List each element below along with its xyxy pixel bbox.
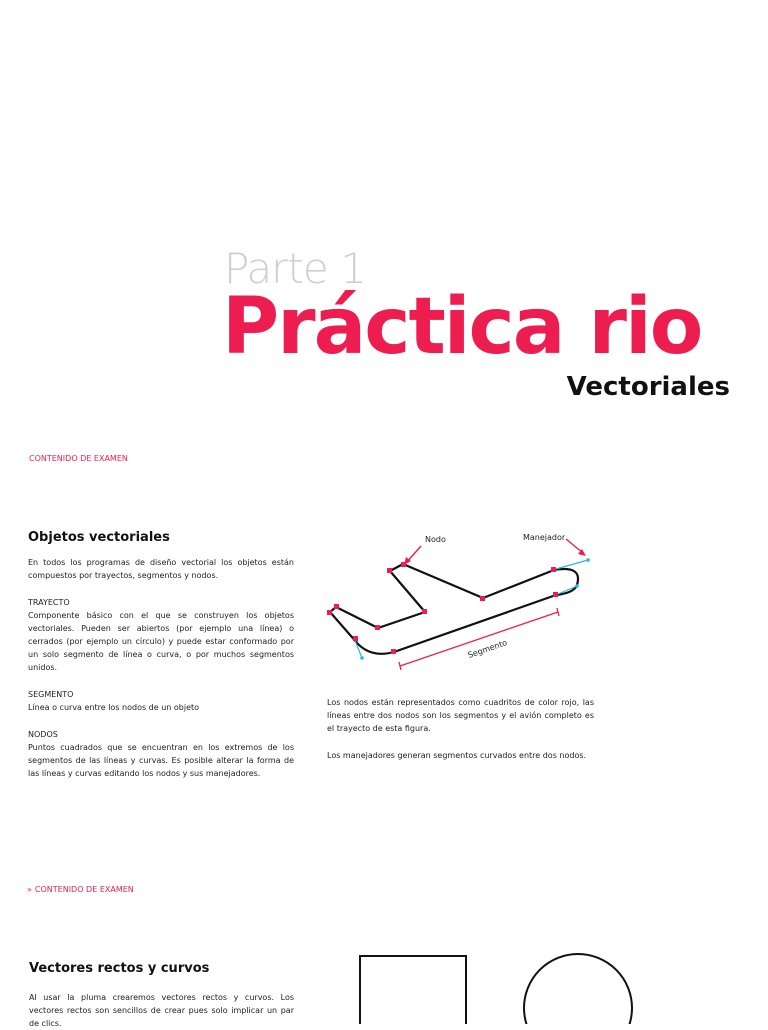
handle-lines bbox=[354, 560, 588, 658]
nodos-label: NODOS bbox=[28, 730, 58, 739]
section-heading-objetos: Objetos vectoriales bbox=[28, 530, 170, 545]
manejador-arrow bbox=[566, 539, 583, 553]
label-segmento: Segmento bbox=[466, 638, 509, 660]
double-chevron-icon: » bbox=[27, 885, 32, 894]
right-column-text bbox=[327, 696, 594, 776]
section-tag-2 bbox=[27, 885, 134, 894]
segmento-measure-line bbox=[400, 612, 558, 666]
page-title: Práctica rio bbox=[222, 282, 702, 372]
section-heading-vectores: Vectores rectos y curvos bbox=[29, 961, 210, 976]
section-tag: CONTENIDO DE EXAMEN bbox=[29, 454, 128, 463]
page-subtitle: Vectoriales bbox=[566, 372, 730, 402]
square-shape bbox=[360, 956, 466, 1024]
segmento-block bbox=[28, 688, 294, 714]
nodes-explanation: Los nodos están representados como cuadritos de color rojo, las líneas entre dos nodos son los segmentos y el avión completo es el trayecto de esta figura. bbox=[327, 698, 594, 733]
intro-paragraph: En todos los programas de diseño vectorial los objetos están compuestos por trayectos, segmentos y nodos. bbox=[28, 558, 294, 580]
segmento-text: Línea o curva entre los nodos de un objeto bbox=[28, 703, 200, 712]
nodos-text: Puntos cuadrados que se encuentran en los extremos de los segmentos de las líneas y curvas. Es posible alterar la forma de las líneas y curvas editando los nodos y sus manejadores. bbox=[28, 743, 294, 778]
left-column-text bbox=[28, 556, 294, 794]
airplane-vector-diagram bbox=[320, 525, 610, 675]
handle-points bbox=[360, 558, 590, 660]
section-tag-2-label: CONTENIDO DE EXAMEN bbox=[34, 885, 134, 894]
label-nodo: Nodo bbox=[425, 535, 446, 544]
vectores-paragraph: Al usar la pluma crearemos vectores rectos y curvos. Los vectores rectos son sencillos de crear pues solo implicar un par de clics. bbox=[29, 993, 294, 1028]
node-squares bbox=[327, 562, 558, 654]
trayecto-block bbox=[28, 596, 294, 674]
part-label: Parte 1 bbox=[224, 244, 366, 293]
label-manejador: Manejador bbox=[523, 533, 566, 542]
nodos-block bbox=[28, 728, 294, 780]
shape-examples bbox=[350, 945, 650, 1024]
airplane-path bbox=[330, 564, 578, 654]
trayecto-text: Componente básico con el que se construyen los objetos vectoriales. Pueden ser abiertos (por ejemplo una línea) o cerrados (por ejemplo un círculo) y puede estar conformado por un solo segmento de línea o curva, o por muchos segmentos unidos. bbox=[28, 611, 294, 672]
segmento-label: SEGMENTO bbox=[28, 690, 74, 699]
handles-explanation: Los manejadores generan segmentos curvados entre dos nodos. bbox=[327, 751, 587, 760]
trayecto-label: TRAYECTO bbox=[28, 598, 70, 607]
circle-shape bbox=[524, 954, 632, 1024]
